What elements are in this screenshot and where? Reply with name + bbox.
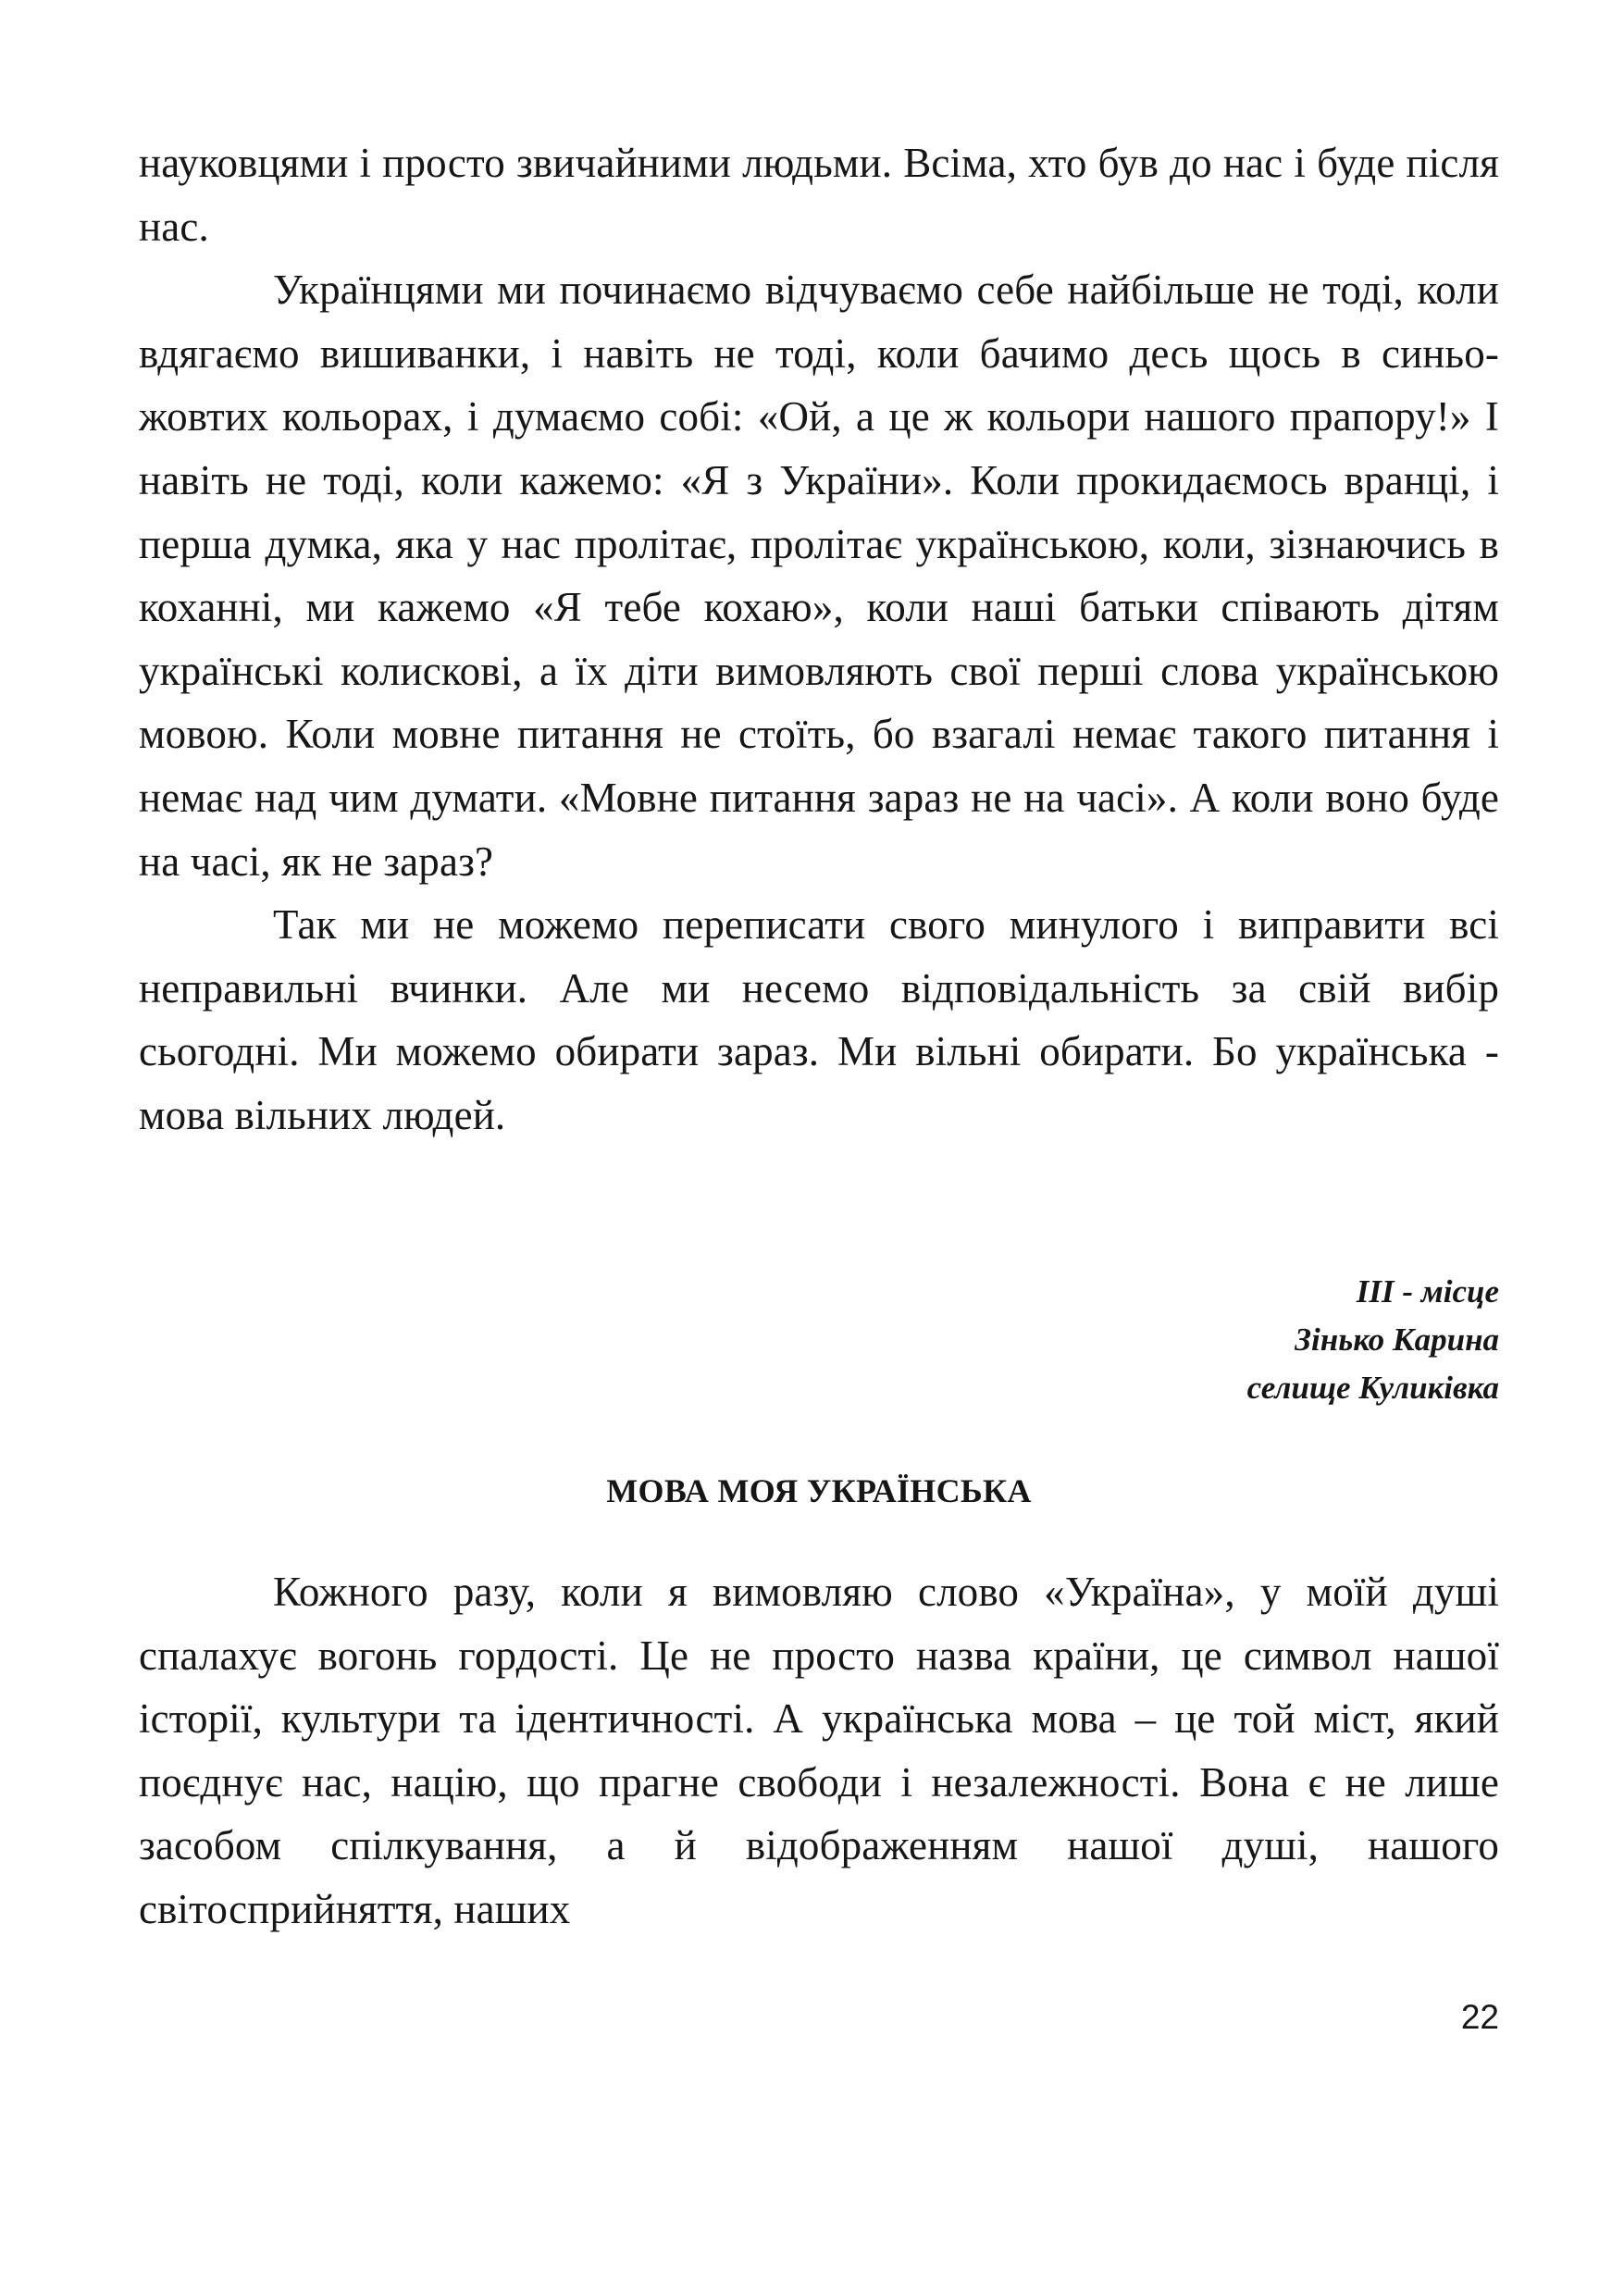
paragraph: Українцями ми починаємо відчуваємо себе найбільше не тоді, коли вдягаємо вишиванки, і навіть не тоді, коли бачимо десь щось в синьо-жовтих кольорах, і думаємо собі: «Ой, а це ж кольори нашого прапору!» І навіть не тоді, коли кажемо: «Я з України». Коли прокидаємось вранці, і перша думка, яка у нас пролітає, пролітає українською, коли, зізнаючись в коханні, ми кажемо «Я тебе кохаю», коли наші батьки співають дітям українські колискові, а їх діти вимовляють свої перші слова українською мовою. Коли мовне питання не стоїть, бо взагалі немає такого питання і немає над чим думати. «Мовне питання зараз не на часі». А коли воно буде на часі, як не зараз? <box>139 267 1499 885</box>
essay-body <box>139 1560 1499 1942</box>
paragraph: науковцями і просто звичайними людьми. Всіма, хто був до нас і буде після нас. <box>139 140 1499 250</box>
author-name: Зінько Карина <box>1295 1322 1499 1358</box>
essay-continuation <box>139 131 1499 1148</box>
essay-title: МОВА МОЯ УКРАЇНСЬКА <box>606 1472 1032 1509</box>
paragraph: Так ми не можемо переписати свого минулого і виправити всі неправильні вчинки. Але ми несемо відповідальність за свій вибір сьогодні. Ми можемо обирати зараз. Ми вільні обирати. Бо українська - мова вільних людей. <box>139 901 1499 1138</box>
author-location: селище Куликівка <box>1246 1370 1499 1406</box>
paragraph: Кожного разу, коли я вимовляю слово «Україна», у моїй душі спалахує вогонь гордості. Це не просто назва країни, це символ нашої історії, культури та ідентичності. А українська мова – це той міст, який поєднує нас, націю, що прагне свободи і незалежності. Вона є не лише засобом спілкування, а й відображенням нашої душі, нашого світосприйняття, наших <box>139 1569 1499 1932</box>
award-place: ІІІ - місце <box>1356 1273 1499 1309</box>
page-number: 22 <box>1460 1998 1499 2036</box>
author-signature <box>1247 1268 1499 1412</box>
